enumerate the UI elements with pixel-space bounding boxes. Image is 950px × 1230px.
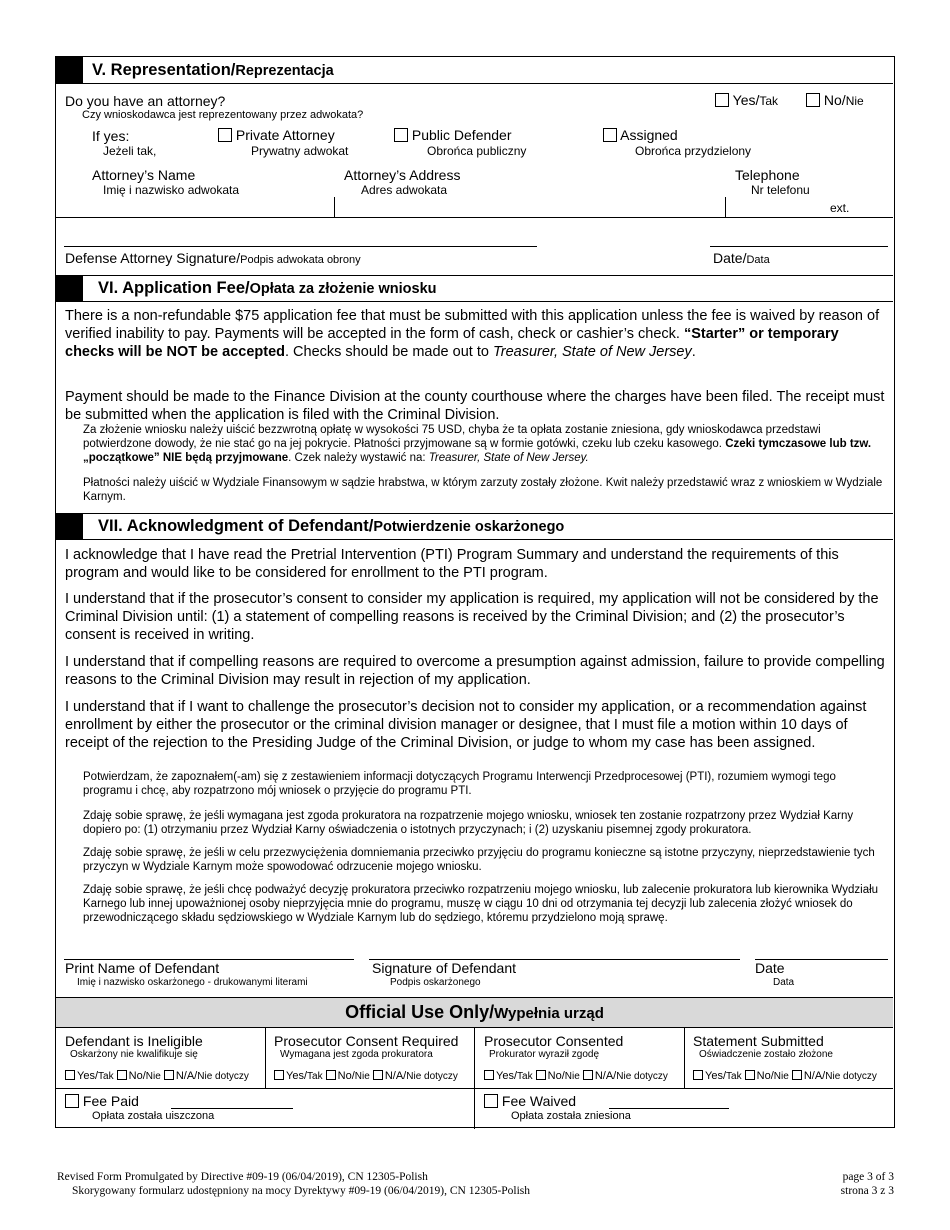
public-defender-checkbox[interactable]: [394, 128, 408, 142]
if-yes-label: If yes:: [92, 128, 130, 144]
official-col-2-options: [274, 1070, 458, 1082]
ineligible-yes-checkbox[interactable]: [65, 1070, 75, 1080]
attorney-yes-option[interactable]: Yes/Tak: [715, 92, 778, 108]
official-col-1-label-pl: Oskarżony nie kwalifikuje się: [70, 1049, 198, 1060]
fee-paragraph-en-2: Payment should be made to the Finance Division at the county courthouse where the charges have been filed. The receipt must be submitted when the application is filed with the Criminal Division.: [65, 389, 885, 423]
private-attorney-option[interactable]: Private Attorney: [218, 127, 335, 143]
defendant-signature-label-pl: Podpis oskarżonego: [390, 977, 481, 988]
ineligible-na-option[interactable]: N/A/Nie dotyczy: [164, 1070, 249, 1082]
ineligible-no-checkbox[interactable]: [117, 1070, 127, 1080]
fee-waived-pl: Opłata została zniesiona: [511, 1110, 631, 1122]
attorney-address-label-pl: Adres adwokata: [361, 183, 448, 197]
fee-paragraph-pl-1: Za złożenie wniosku należy uiścić bezzwrotną opłatę w wysokości 75 USD, chyba że ta opłata zostanie zniesiona, gdy wnioskodawca przedstawi potwierdzone dowody, że nie stać go na jej pokrycie. Płatności przyjmowane są w formie gotówki, czeku lub czeku kasowego. Czeki tymczasowe lub tzw. „początkowe” NIE będą przyjmowane. Czek należy wystawić na: Treasurer, State of New Jersey.: [83, 424, 872, 464]
attorney-signature-label: Defense Attorney Signature/Podpis adwokata obrony: [65, 250, 361, 266]
official-col-2-label-pl: Wymagana jest zgoda prokuratora: [280, 1049, 433, 1060]
section-vi-title: VI. Application Fee/: [98, 279, 250, 297]
official-col-3-label: Prosecutor Consented: [484, 1033, 624, 1049]
assigned-option[interactable]: Assigned: [603, 127, 678, 143]
footer-page-number: [841, 1170, 894, 1198]
consented-yes-option[interactable]: Yes/Tak: [484, 1070, 533, 1082]
ack-paragraph-en-1: I acknowledge that I have read the Pretrial Intervention (PTI) Program Summary and understand the requirements of this program and would like to be considered for enrollment to the PTI program.: [65, 547, 839, 581]
statement-na-checkbox[interactable]: [792, 1070, 802, 1080]
defendant-signature-label: Signature of Defendant: [372, 960, 516, 976]
section-v-title-pl: Reprezentacja: [235, 63, 334, 79]
footer-revision-en: Revised Form Promulgated by Directive #09-19 (06/04/2019), CN 12305-Polish: [57, 1171, 428, 1183]
private-attorney-checkbox[interactable]: [218, 128, 232, 142]
consent-required-no-checkbox[interactable]: [326, 1070, 336, 1080]
consented-na-option[interactable]: N/A/Nie dotyczy: [583, 1070, 668, 1082]
consented-no-checkbox[interactable]: [536, 1070, 546, 1080]
statement-yes-checkbox[interactable]: [693, 1070, 703, 1080]
public-defender-pl: Obrońca publiczny: [427, 144, 527, 158]
attorney-no-checkbox[interactable]: [806, 93, 820, 107]
section-v-title: V. Representation/: [92, 61, 236, 79]
attorney-question: Do you have an attorney?: [65, 93, 226, 109]
telephone-label: Telephone: [735, 167, 800, 183]
consent-required-na-checkbox[interactable]: [373, 1070, 383, 1080]
consented-yes-checkbox[interactable]: [484, 1070, 494, 1080]
ack-paragraph-pl-2: Zdaję sobie sprawę, że jeśli wymagana jest zgoda prokuratora na rozpatrzenie mojego wniosku, wniosek ten zostanie rozpatrzony przez Wydział Karny dopiero po: (1) otrzymaniu przez Wydział Karny oświadczenia o istotnych przyczynach; i (2) uzyskaniu pisemnej zgody prokuratora.: [83, 810, 854, 836]
attorney-question-pl: Czy wnioskodawca jest reprezentowany przez adwokata?: [82, 109, 364, 121]
consent-required-yes-option[interactable]: Yes/Tak: [274, 1070, 323, 1082]
fee-waived-line[interactable]: [609, 1108, 729, 1109]
fee-paid-checkbox[interactable]: [65, 1094, 79, 1108]
footer-revision: [57, 1170, 530, 1198]
consented-na-checkbox[interactable]: [583, 1070, 593, 1080]
telephone-ext-label: ext.: [830, 201, 850, 215]
print-name-label: Print Name of Defendant: [65, 960, 220, 976]
official-col-4-label: Statement Submitted: [693, 1033, 824, 1049]
defendant-date-label: Date: [755, 960, 785, 976]
official-col-1-options: [65, 1070, 249, 1082]
consent-required-no-option[interactable]: No/Nie: [326, 1070, 370, 1082]
official-col-4-options: [693, 1070, 877, 1082]
official-use-title: Official Use Only/: [345, 1002, 495, 1022]
footer-page-en: page 3 of 3: [842, 1171, 894, 1183]
consented-no-option[interactable]: No/Nie: [536, 1070, 580, 1082]
statement-no-checkbox[interactable]: [745, 1070, 755, 1080]
official-col-3-label-pl: Prokurator wyraził zgodę: [489, 1049, 600, 1060]
fee-paragraph-en-1: There is a non-refundable $75 application fee that must be submitted with this application unless the fee is waived by reason of verified inability to pay. Payments will be accepted in the form of cash, check or cashier’s check. “Starter” or temporary checks will be NOT be accepted. Checks should be made out to Treasurer, State of New Jersey.: [65, 308, 880, 360]
consent-required-na-option[interactable]: N/A/Nie dotyczy: [373, 1070, 458, 1082]
pti-form-page: [55, 56, 895, 1128]
consent-required-yes-checkbox[interactable]: [274, 1070, 284, 1080]
section-vii-header: [56, 513, 893, 540]
attorney-address-label: Attorney’s Address: [344, 167, 461, 183]
ack-paragraph-pl-3: Zdaję sobie sprawę, że jeśli w celu przezwyciężenia domniemania przeciwko przyjęciu do programu konieczne są istotne przyczyny, nieprzedstawienie tych przyczyn w Wydziale Karnym może spowodować odrzucenie mojego wniosku.: [83, 847, 875, 873]
attorney-name-label-pl: Imię i nazwisko adwokata: [103, 183, 240, 197]
fee-paid-option[interactable]: Fee Paid: [65, 1093, 139, 1109]
statement-yes-option[interactable]: Yes/Tak: [693, 1070, 742, 1082]
official-col-4-label-pl: Oświadczenie zostało złożone: [699, 1049, 833, 1060]
statement-no-option[interactable]: No/Nie: [745, 1070, 789, 1082]
footer-revision-pl: Skorygowany formularz udostępniony na mocy Dyrektywy #09-19 (06/04/2019), CN 12305-Polish: [72, 1185, 531, 1197]
ineligible-no-option[interactable]: No/Nie: [117, 1070, 161, 1082]
ack-paragraph-pl-1: Potwierdzam, że zapoznałem(-am) się z zestawieniem informacji dotyczących Programu Interwencji Przedprocesowej (PTI), rozumiem wymogi tego programu i chcę, aby rozpatrzono mój wniosek o przyjęcie do programu PTI.: [83, 771, 836, 797]
attorney-date-label: Date/Data: [713, 250, 770, 266]
defendant-date-label-pl: Data: [773, 977, 795, 988]
section-vii-title-pl: Potwierdzenie oskarżonego: [373, 519, 565, 535]
ack-paragraph-pl-4: Zdaję sobie sprawę, że jeśli chcę podważyć decyzję prokuratora przeciwko rozpatrzeniu mojego wniosku, lub zalecenie prokuratora lub kierownika Wydziału Karnego lub innej upoważnionej osoby nieprzyjęcia mnie do programu, muszę w ciągu 10 dni od otrzymania tej decyzji lub zalecenia złożyć wniosek do przewodniczącego składu sędziowskiego w Wydziale Karnym lub do sędziego, któremu przydzielono moją sprawę.: [83, 884, 879, 924]
section-vi-header: [56, 275, 893, 302]
official-col-3-options: [484, 1070, 668, 1082]
public-defender-option[interactable]: Public Defender: [394, 127, 512, 143]
fee-paid-line[interactable]: [171, 1108, 293, 1109]
attorney-yes-checkbox[interactable]: [715, 93, 729, 107]
section-vii-title: VII. Acknowledgment of Defendant/: [98, 517, 374, 535]
if-yes-label-pl: Jeżeli tak,: [103, 144, 157, 158]
assigned-pl: Obrońca przydzielony: [635, 144, 752, 158]
ack-paragraph-en-4: I understand that if I want to challenge the prosecutor’s decision not to consider my application, or a recommendation against enrollment by either the prosecutor or the criminal division manager or designee, that I must file a motion within 10 days of receipt of the rejection to the Presiding Judge of the Criminal Division, or judge to whom my case has been assigned.: [65, 699, 867, 751]
assigned-checkbox[interactable]: [603, 128, 617, 142]
fee-waived-checkbox[interactable]: [484, 1094, 498, 1108]
ack-paragraph-en-2: I understand that if the prosecutor’s consent to consider my application is required, my application will not be considered by the Criminal Division until: (1) a statement of compelling reasons is received by the Criminal Division; and (2) the prosecutor’s consent is received in writing.: [65, 591, 879, 643]
fee-paragraph-pl-2: Płatności należy uiścić w Wydziale Finansowym w sądzie hrabstwa, w którym zarzuty zostały złożone. Kwit należy przedstawić wraz z wnioskiem w Wydziale Karnym.: [83, 477, 883, 503]
private-attorney-pl: Prywatny adwokat: [251, 144, 349, 158]
ineligible-na-checkbox[interactable]: [164, 1070, 174, 1080]
telephone-label-pl: Nr telefonu: [751, 183, 810, 197]
attorney-name-label: Attorney’s Name: [92, 167, 196, 183]
official-use-title-pl: Wypełnia urząd: [494, 1005, 604, 1022]
official-col-1-label: Defendant is Ineligible: [65, 1033, 203, 1049]
attorney-signature-line[interactable]: [64, 246, 537, 247]
attorney-date-line[interactable]: [710, 246, 888, 247]
statement-na-option[interactable]: N/A/Nie dotyczy: [792, 1070, 877, 1082]
ack-paragraph-en-3: I understand that if compelling reasons are required to overcome a presumption against admission, failure to provide compelling reasons to the Criminal Division may result in rejection of my application.: [65, 654, 885, 688]
attorney-no-option[interactable]: No/Nie: [806, 92, 864, 108]
fee-waived-option[interactable]: Fee Waived: [484, 1093, 576, 1109]
ineligible-yes-option[interactable]: Yes/Tak: [65, 1070, 114, 1082]
section-vi-title-pl: Opłata za złożenie wniosku: [249, 281, 437, 297]
official-use-header: [56, 997, 893, 1028]
fee-paid-pl: Opłata została uiszczona: [92, 1110, 215, 1122]
official-col-2-label: Prosecutor Consent Required: [274, 1033, 459, 1049]
footer-page-pl: strona 3 z 3: [840, 1185, 894, 1197]
print-name-label-pl: Imię i nazwisko oskarżonego - drukowanymi literami: [77, 977, 308, 988]
section-v-header: [56, 57, 893, 84]
